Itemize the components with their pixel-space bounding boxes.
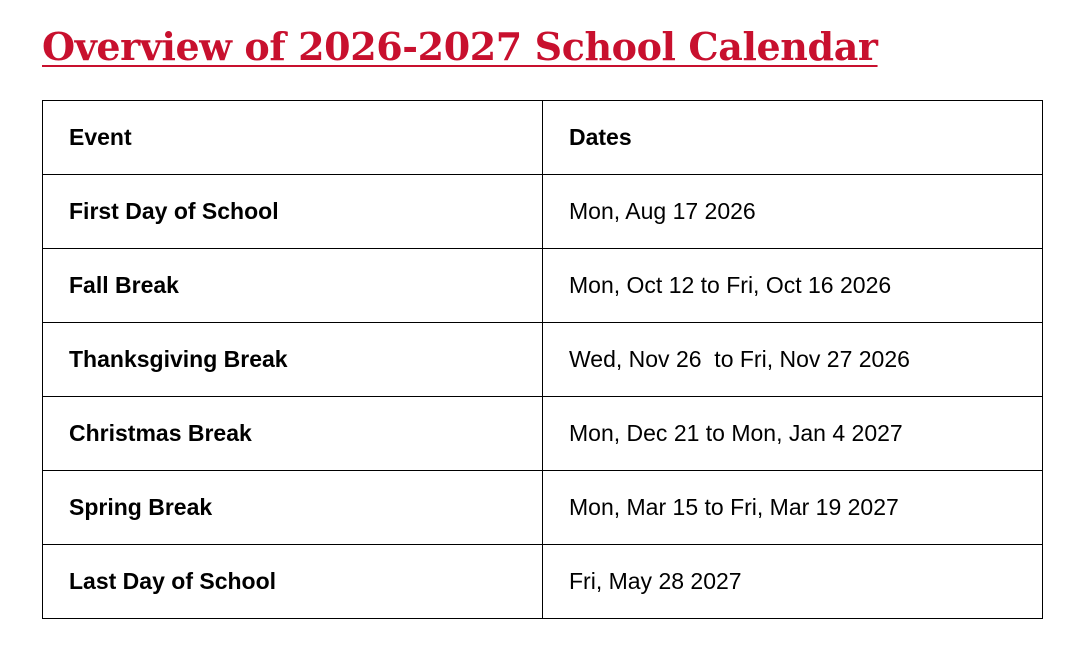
event-dates-cell: Fri, May 28 2027 [543,545,1043,619]
event-dates-cell: Mon, Aug 17 2026 [543,175,1043,249]
event-name-cell: Last Day of School [43,545,543,619]
event-dates-cell: Wed, Nov 26 to Fri, Nov 27 2026 [543,323,1043,397]
table-row [43,471,1043,545]
table-row [43,323,1043,397]
event-name-cell: Christmas Break [43,397,543,471]
table-row [43,249,1043,323]
table-row [43,175,1043,249]
event-name-cell: Thanksgiving Break [43,323,543,397]
dates-column-header: Dates [543,101,1043,175]
school-calendar-table [42,100,1043,619]
event-column-header: Event [43,101,543,175]
page-title: Overview of 2026-2027 School Calendar [42,24,878,69]
table-header-row [43,101,1043,175]
event-name-cell: Fall Break [43,249,543,323]
table-row [43,545,1043,619]
event-dates-cell: Mon, Dec 21 to Mon, Jan 4 2027 [543,397,1043,471]
event-dates-cell: Mon, Mar 15 to Fri, Mar 19 2027 [543,471,1043,545]
table-row [43,397,1043,471]
event-name-cell: Spring Break [43,471,543,545]
event-name-cell: First Day of School [43,175,543,249]
event-dates-cell: Mon, Oct 12 to Fri, Oct 16 2026 [543,249,1043,323]
